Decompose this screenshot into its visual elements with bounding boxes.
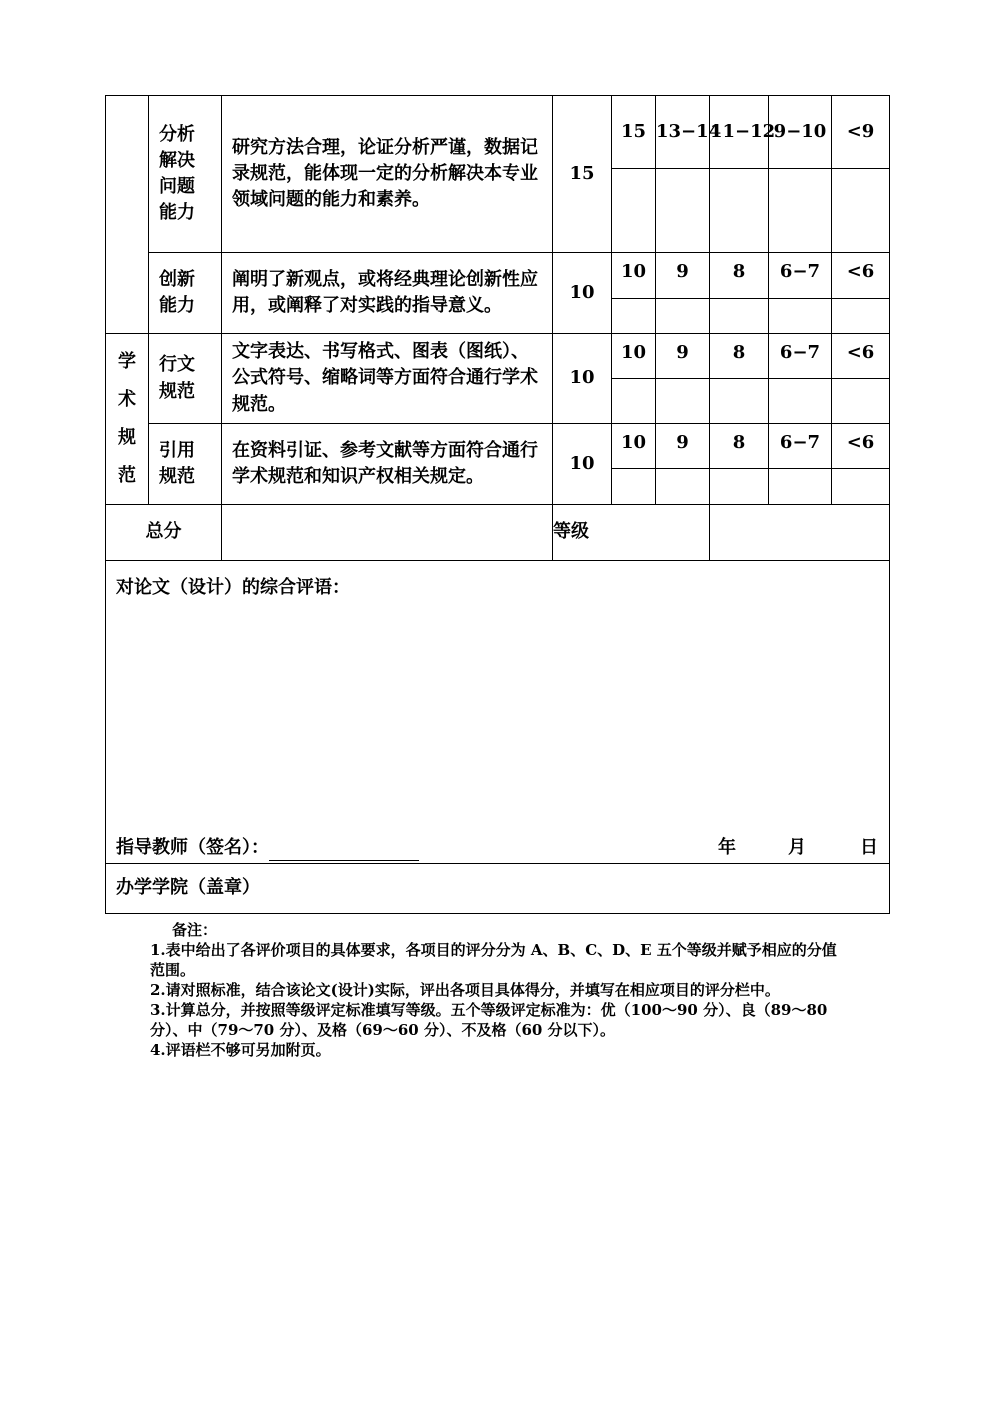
note-item: 2.请对照标准，结合该论文(设计)实际，评出各项目具体得分，并填写在相应项目的评分栏中。 <box>150 981 780 999</box>
grade-d-writing: 6−7 <box>769 334 832 379</box>
score-input-b-analysis[interactable] <box>656 169 710 253</box>
score-input-a-innovation[interactable] <box>612 299 656 334</box>
score-input-d-analysis[interactable] <box>769 169 832 253</box>
item-analysis-ability: 分析解决问题能力 <box>149 96 222 253</box>
grade-a-writing: 10 <box>612 334 656 379</box>
desc-analysis-ability: 研究方法合理，论证分析严谨，数据记录规范，能体现一定的分析解决本专业领域问题的能力和素养。 <box>222 96 553 253</box>
signature-line[interactable] <box>269 842 419 861</box>
signature-label: 指导教师（签名）： <box>116 836 269 858</box>
grade-c-citation: 8 <box>710 424 769 469</box>
date-year-label: 年 <box>718 836 736 858</box>
score-input-b-writing[interactable] <box>656 379 710 424</box>
score-input-a-writing[interactable] <box>612 379 656 424</box>
grade-c-writing: 8 <box>710 334 769 379</box>
full-score-innovation-ability: 10 <box>553 253 612 334</box>
grade-b-writing: 9 <box>656 334 710 379</box>
grade-e-citation: <6 <box>832 424 890 469</box>
grade-d-analysis: 9−10 <box>769 96 832 169</box>
grade-level-label: 等级 <box>553 505 710 561</box>
category-academic-norms: 学术规范 <box>106 334 149 505</box>
grade-e-innovation: <6 <box>832 253 890 299</box>
note-item: 4.评语栏不够可另加附页。 <box>150 1041 331 1059</box>
grade-c-innovation: 8 <box>710 253 769 299</box>
score-input-a-analysis[interactable] <box>612 169 656 253</box>
grade-d-citation: 6−7 <box>769 424 832 469</box>
total-score-field[interactable] <box>222 505 553 561</box>
grade-d-innovation: 6−7 <box>769 253 832 299</box>
grade-level-field[interactable] <box>710 505 890 561</box>
item-citation-norms: 引用规范 <box>149 424 222 505</box>
grade-b-analysis: 13−14 <box>656 96 710 169</box>
score-input-d-writing[interactable] <box>769 379 832 424</box>
item-innovation-ability: 创新能力 <box>149 253 222 334</box>
full-score-analysis-ability: 15 <box>553 96 612 253</box>
grade-a-innovation: 10 <box>612 253 656 299</box>
score-input-e-innovation[interactable] <box>832 299 890 334</box>
score-input-c-citation[interactable] <box>710 469 769 505</box>
college-seal-row[interactable] <box>106 864 890 914</box>
full-score-writing-norms: 10 <box>553 334 612 424</box>
advisor-signature <box>116 835 419 861</box>
grade-a-citation: 10 <box>612 424 656 469</box>
grade-c-analysis: 11−12 <box>710 96 769 169</box>
comment-title: 对论文（设计）的综合评语： <box>116 577 350 598</box>
score-input-b-citation[interactable] <box>656 469 710 505</box>
date-day-label: 日 <box>860 836 878 858</box>
score-input-c-analysis[interactable] <box>710 169 769 253</box>
score-input-d-citation[interactable] <box>769 469 832 505</box>
score-input-d-innovation[interactable] <box>769 299 832 334</box>
category-cell-top <box>106 96 149 334</box>
notes-section <box>150 920 850 1060</box>
evaluation-table <box>105 95 890 914</box>
grade-e-writing: <6 <box>832 334 890 379</box>
comment-section[interactable] <box>106 561 890 864</box>
desc-writing-norms: 文字表达、书写格式、图表（图纸）、公式符号、缩略词等方面符合通行学术规范。 <box>222 334 553 424</box>
score-input-c-innovation[interactable] <box>710 299 769 334</box>
score-input-e-citation[interactable] <box>832 469 890 505</box>
score-input-c-writing[interactable] <box>710 379 769 424</box>
note-item: 3.计算总分，并按照等级评定标准填写等级。五个等级评定标准为：优（100～90 分）、良（89～80 分）、中（79～70 分）、及格（69～60 分）、不及格（60 分以下）。 <box>150 1001 828 1039</box>
full-score-citation-norms: 10 <box>553 424 612 505</box>
date-month-label: 月 <box>788 836 806 858</box>
score-input-e-analysis[interactable] <box>832 169 890 253</box>
desc-citation-norms: 在资料引证、参考文献等方面符合通行学术规范和知识产权相关规定。 <box>222 424 553 505</box>
grade-a-analysis: 15 <box>612 96 656 169</box>
score-input-b-innovation[interactable] <box>656 299 710 334</box>
note-item: 1.表中给出了各评价项目的具体要求，各项目的评分分为 A、B、C、D、E 五个等级并赋予相应的分值范围。 <box>150 941 837 979</box>
grade-b-innovation: 9 <box>656 253 710 299</box>
item-writing-norms: 行文规范 <box>149 334 222 424</box>
total-score-label: 总分 <box>106 505 222 561</box>
college-seal-label: 办学学院（盖章） <box>116 877 260 899</box>
desc-innovation-ability: 阐明了新观点，或将经典理论创新性应用，或阐释了对实践的指导意义。 <box>222 253 553 334</box>
grade-b-citation: 9 <box>656 424 710 469</box>
grade-e-analysis: <9 <box>832 96 890 169</box>
notes-heading: 备注： <box>172 921 218 939</box>
score-input-a-citation[interactable] <box>612 469 656 505</box>
score-input-e-writing[interactable] <box>832 379 890 424</box>
